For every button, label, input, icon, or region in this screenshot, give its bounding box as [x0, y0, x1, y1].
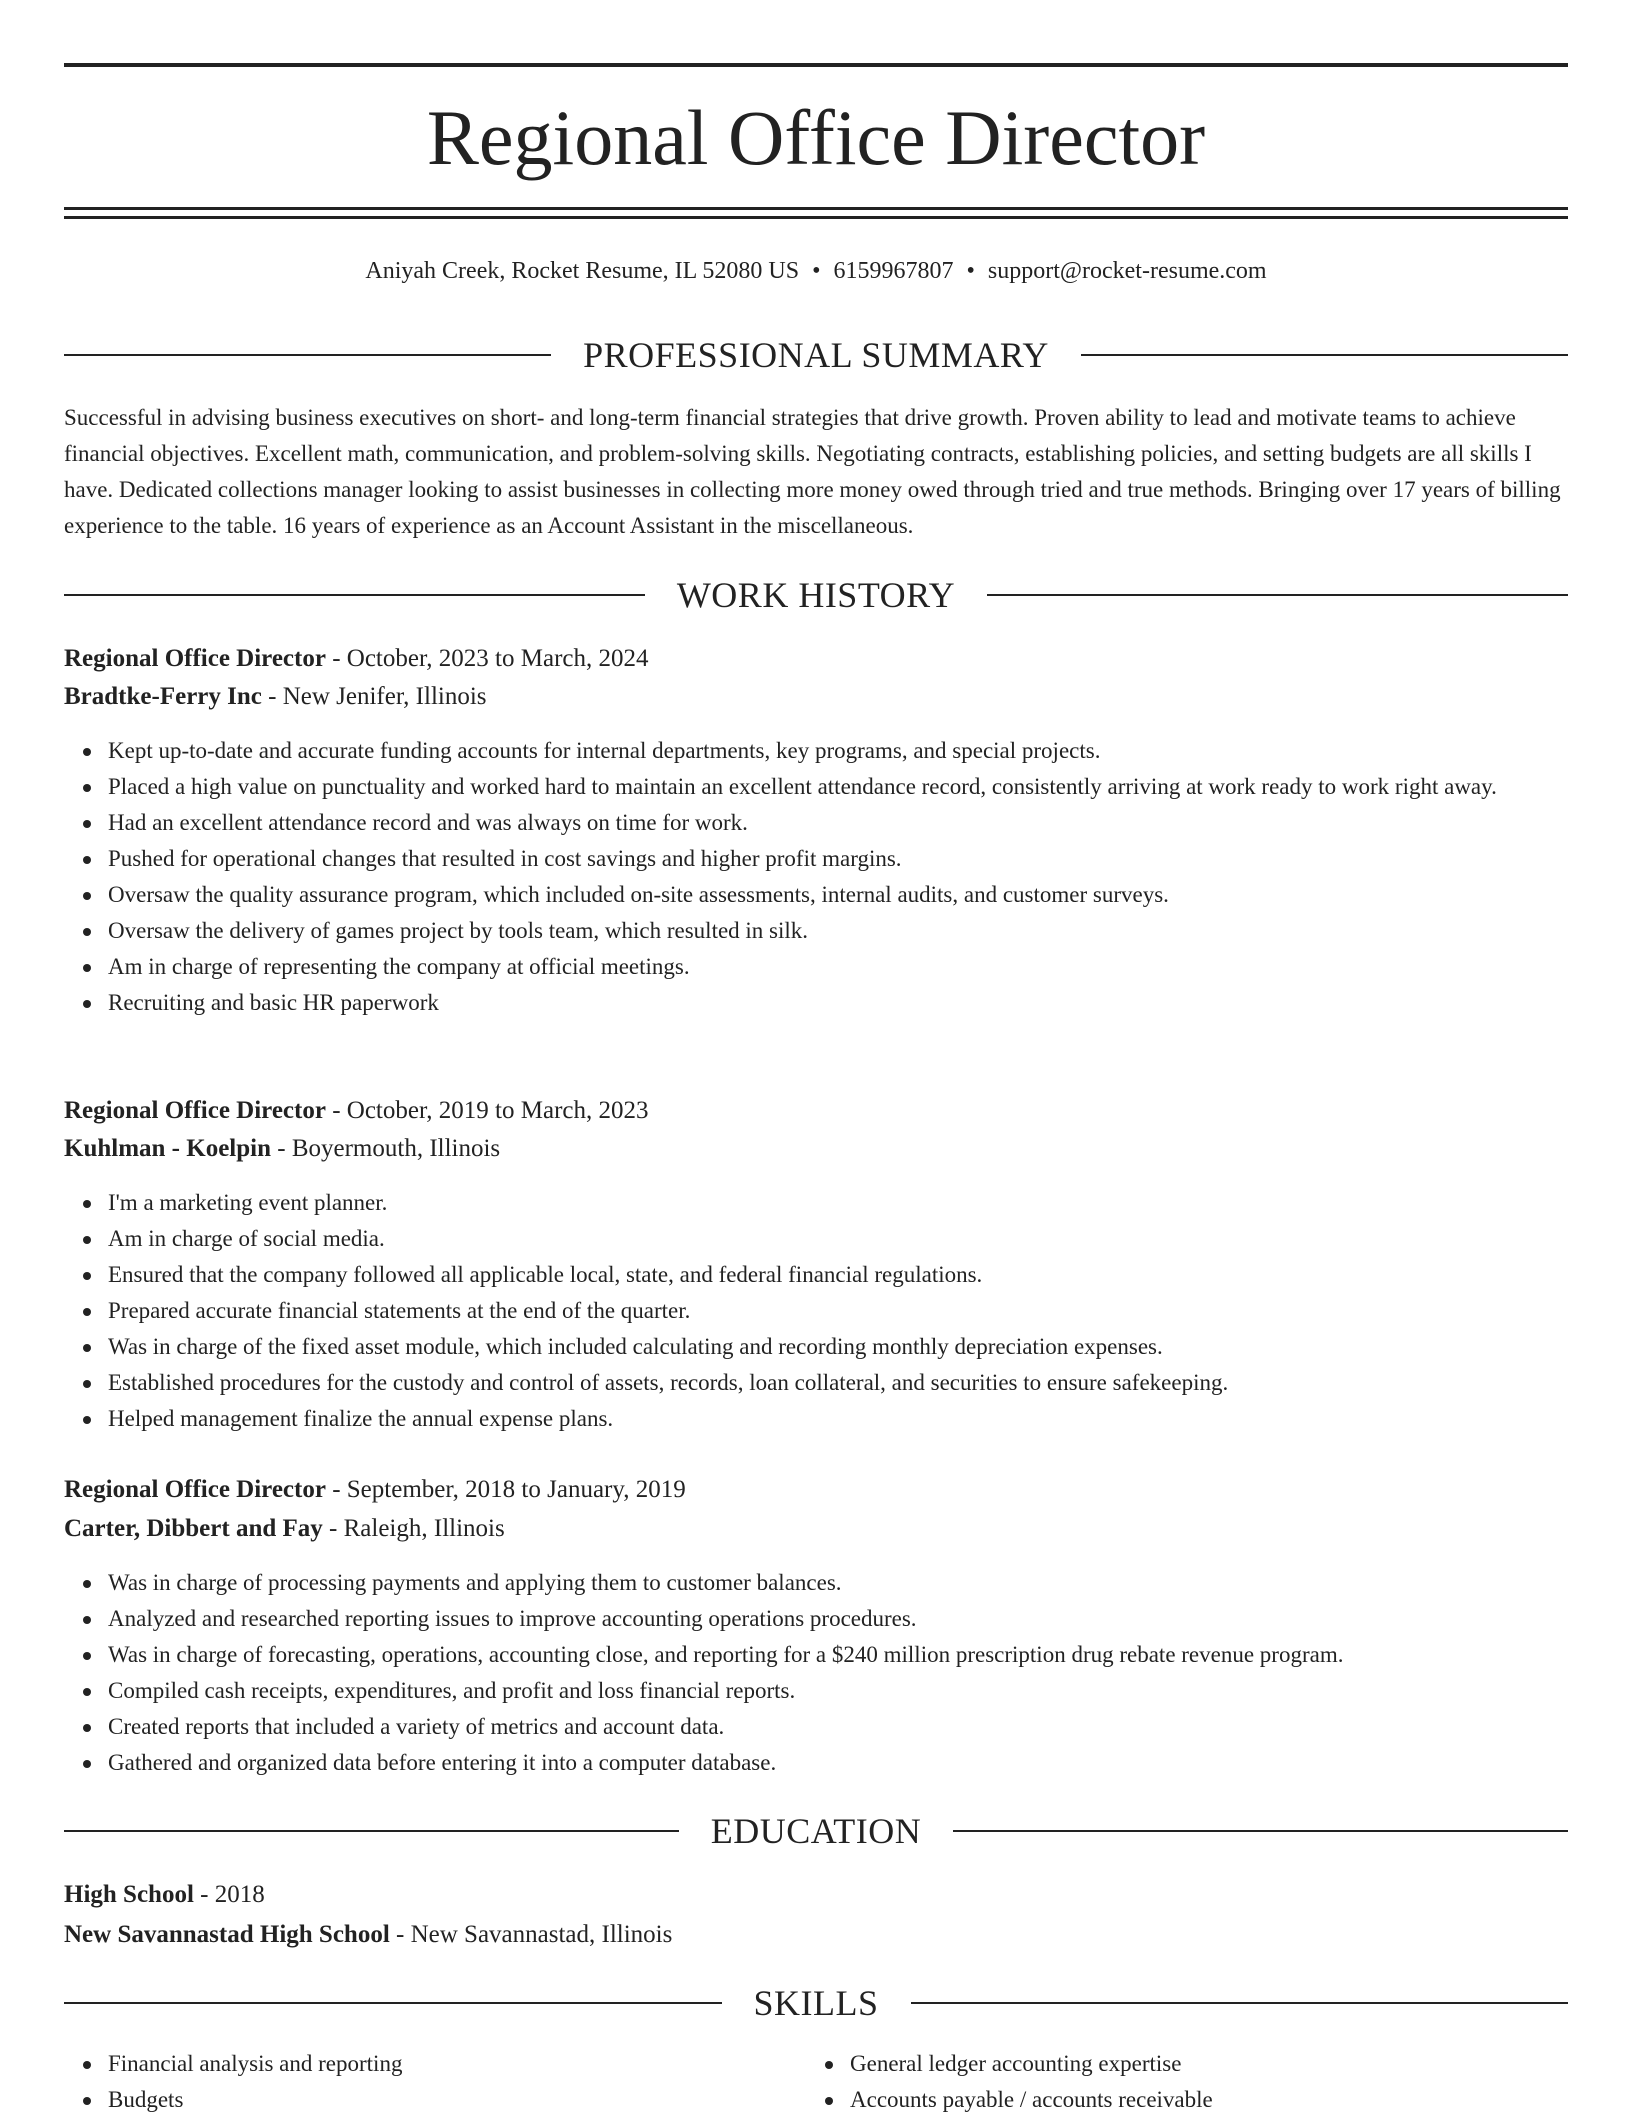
bullet-item: Am in charge of representing the company at official meetings. [108, 949, 1612, 985]
contact-separator: • [966, 258, 975, 284]
skills-list-left [64, 2046, 808, 2118]
work-history-heading-label: WORK HISTORY [676, 575, 956, 615]
bullet-item: Placed a high value on punctuality and worked hard to maintain an excellent attendance record, consistently arriving at work ready to work right away. [108, 769, 1612, 805]
bullet-item: Was in charge of the fixed asset module, which included calculating and recording monthly depreciation expenses. [108, 1329, 1612, 1365]
skill-item: General ledger accounting expertise [850, 2046, 1550, 2082]
bullet-item: Am in charge of social media. [108, 1221, 1612, 1257]
summary-text: Successful in advising business executives on short- and long-term financial strategies that drive growth. Proven ability to lead and motivate teams to achieve financial objectives. Excellent math, communication, and problem-solving skills. Negotiating contracts, establishing policies, and setting budgets are all skills I have. Dedicated collections manager looking to assist businesses in collecting more money owed through tried and true methods. Bringing over 17 years of billing experience to the table. 16 years of experience as an Account Assistant in the miscellaneous. [64, 405, 1561, 538]
bullet-item: I'm a marketing event planner. [108, 1185, 1612, 1221]
bullet-item: Prepared accurate financial statements at the end of the quarter. [108, 1293, 1612, 1329]
job-dates: - October, 2023 to March, 2024 [325, 645, 649, 672]
job-bullets [64, 1565, 1612, 1781]
bullet-item: Was in charge of processing payments and applying them to customer balances. [108, 1565, 1612, 1601]
bullet-item: Oversaw the delivery of games project by tools team, which resulted in silk. [108, 913, 1612, 949]
bullet-item: Gathered and organized data before entering it into a computer database. [108, 1745, 1612, 1781]
job-location: - New Jenifer, Illinois [261, 683, 487, 710]
job-title-line [64, 1094, 649, 1128]
skills-heading [64, 1981, 1568, 2025]
heading-rule-right [911, 2002, 1569, 2004]
job-bullets [64, 1185, 1612, 1437]
job-dates: - October, 2019 to March, 2023 [325, 1097, 649, 1124]
bullet-item: Oversaw the quality assurance program, which included on-site assessments, internal audits, and customer surveys. [108, 877, 1612, 913]
contact-separator: • [812, 258, 821, 284]
education-location: - New Savannastad, Illinois [389, 1921, 673, 1948]
heading-rule-left [64, 2002, 722, 2004]
job-location: - Boyermouth, Illinois [271, 1135, 501, 1162]
heading-rule-left [64, 594, 645, 596]
title-rule-lower [64, 216, 1568, 219]
bullet-item: Ensured that the company followed all applicable local, state, and federal financial regulations. [108, 1257, 1612, 1293]
contact-line [64, 255, 1568, 287]
bullet-item: Created reports that included a variety of metrics and account data. [108, 1709, 1612, 1745]
job-company-line [64, 1512, 505, 1546]
job-title: Regional Office Director [64, 1097, 326, 1124]
education-year: - 2018 [193, 1881, 265, 1908]
job-title-line [64, 642, 649, 676]
skill-item: Accounts payable / accounts receivable [850, 2082, 1550, 2118]
bullet-item: Analyzed and researched reporting issues to improve accounting operations procedures. [108, 1601, 1612, 1637]
summary-heading [64, 333, 1568, 377]
skill-item: Budgets [108, 2082, 808, 2118]
contact-address: Aniyah Creek, Rocket Resume, IL 52080 US [365, 258, 800, 284]
job-company: Bradtke-Ferry Inc [64, 683, 262, 710]
education-degree: High School [64, 1881, 194, 1908]
education-heading [64, 1809, 1568, 1853]
bullet-item: Established procedures for the custody and control of assets, records, loan collateral, and securities to ensure safekeeping. [108, 1365, 1612, 1401]
heading-rule-right [953, 1830, 1568, 1832]
heading-rule-left [64, 354, 551, 356]
job-company-line [64, 680, 487, 714]
heading-rule-left [64, 1830, 679, 1832]
work-history-heading [64, 573, 1568, 617]
bullet-item: Pushed for operational changes that resulted in cost savings and higher profit margins. [108, 841, 1612, 877]
job-company: Carter, Dibbert and Fay [64, 1515, 323, 1542]
skills-heading-label: SKILLS [753, 1983, 879, 2023]
bullet-item: Was in charge of forecasting, operations, accounting close, and reporting for a $240 million prescription drug rebate revenue program. [108, 1637, 1612, 1673]
bullet-item: Compiled cash receipts, expenditures, and profit and loss financial reports. [108, 1673, 1612, 1709]
resume-title: Regional Office Director [426, 94, 1206, 181]
job-dates: - September, 2018 to January, 2019 [325, 1476, 686, 1503]
education-school: New Savannastad High School [64, 1921, 390, 1948]
job-company: Kuhlman - Koelpin [64, 1135, 271, 1162]
job-bullets [64, 733, 1612, 1021]
summary-heading-label: PROFESSIONAL SUMMARY [583, 335, 1049, 375]
bullet-item: Helped management finalize the annual expense plans. [108, 1401, 1612, 1437]
bullet-item: Recruiting and basic HR paperwork [108, 985, 1612, 1021]
job-title: Regional Office Director [64, 1476, 326, 1503]
education-heading-label: EDUCATION [710, 1811, 922, 1851]
education-school-line [64, 1918, 672, 1952]
bullet-item: Kept up-to-date and accurate funding accounts for internal departments, key programs, and special projects. [108, 733, 1612, 769]
job-title: Regional Office Director [64, 645, 326, 672]
heading-rule-right [1081, 354, 1568, 356]
bullet-item: Had an excellent attendance record and was always on time for work. [108, 805, 1612, 841]
contact-phone: 6159967807 [833, 258, 954, 284]
contact-email: support@rocket-resume.com [987, 258, 1267, 284]
education-degree-line [64, 1878, 265, 1912]
title-rule-upper [64, 207, 1568, 210]
skill-item: Financial analysis and reporting [108, 2046, 808, 2082]
skills-list-right [806, 2046, 1550, 2118]
job-location: - Raleigh, Illinois [322, 1515, 505, 1542]
job-title-line [64, 1473, 686, 1507]
heading-rule-right [987, 594, 1568, 596]
job-company-line [64, 1132, 500, 1166]
top-rule [64, 63, 1568, 67]
